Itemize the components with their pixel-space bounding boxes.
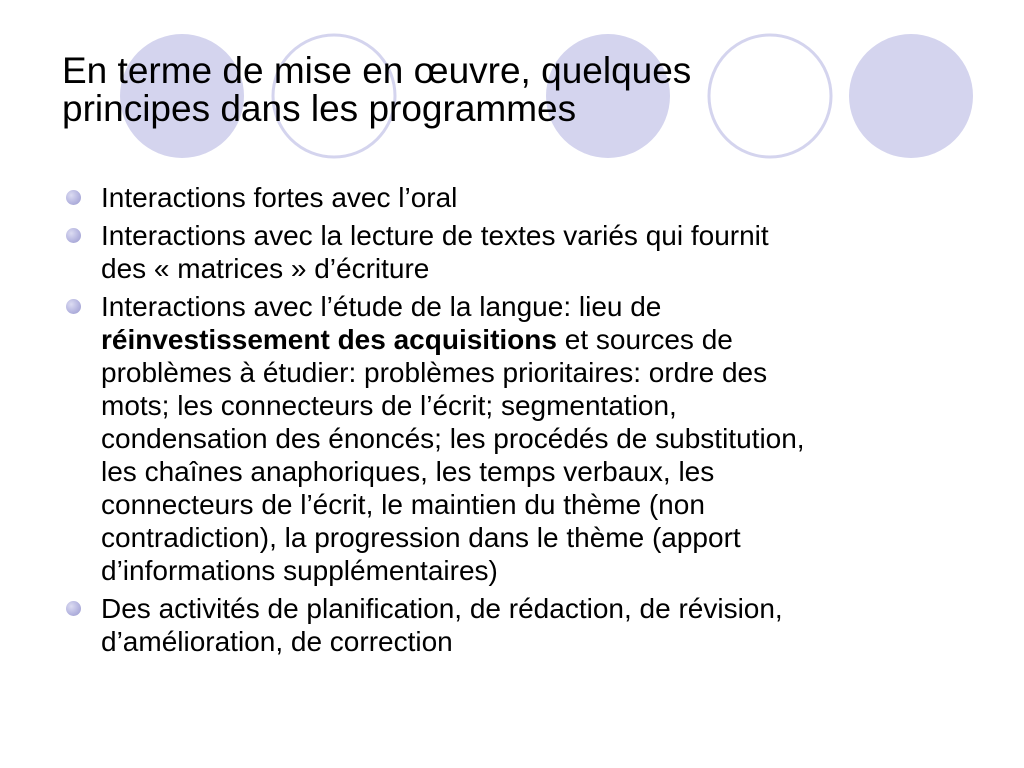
bullet-dot-icon bbox=[66, 228, 81, 243]
bullet-dot-icon bbox=[66, 601, 81, 616]
bullet-text: et sources de bbox=[556, 324, 733, 355]
bullet-item bbox=[66, 290, 966, 587]
bullet-item bbox=[66, 219, 966, 285]
bullet-text: mots; les connecteurs de l’écrit; segmentation, bbox=[101, 390, 677, 421]
bullet-text: les chaînes anaphoriques, les temps verbaux, les bbox=[101, 456, 715, 487]
bullet-text: d’informations supplémentaires) bbox=[101, 555, 498, 586]
slide-title bbox=[62, 52, 962, 128]
bullet-text: condensation des énoncés; les procédés de substitution, bbox=[101, 423, 805, 454]
bullet-text: Interactions fortes avec l’oral bbox=[101, 182, 458, 213]
bullet-dot-icon bbox=[66, 190, 81, 205]
slide-title-line: principes dans les programmes bbox=[62, 88, 577, 129]
bullet-item bbox=[66, 181, 966, 214]
bullet-dot-icon bbox=[66, 299, 81, 314]
bullet-text-line bbox=[101, 323, 966, 356]
bullet-text: Interactions avec la lecture de textes variés qui fournit bbox=[101, 220, 769, 251]
bullet-text: contradiction), la progression dans le thème (apport bbox=[101, 522, 741, 553]
bullet-item bbox=[66, 592, 966, 658]
bullet-text: connecteurs de l’écrit, le maintien du thème (non bbox=[101, 489, 705, 520]
bullet-list bbox=[66, 181, 966, 663]
slide-title-line: En terme de mise en œuvre, quelques bbox=[62, 50, 692, 91]
bullet-text: problèmes à étudier: problèmes prioritaires: ordre des bbox=[101, 357, 768, 388]
bullet-text: d’amélioration, de correction bbox=[101, 626, 453, 657]
bullet-text: des « matrices » d’écriture bbox=[101, 253, 430, 284]
bullet-text: Interactions avec l’étude de la langue: lieu de bbox=[101, 291, 662, 322]
bullet-bold-text: réinvestissement des acquisitions bbox=[101, 324, 557, 355]
bullet-text: Des activités de planification, de rédaction, de révision, bbox=[101, 593, 783, 624]
